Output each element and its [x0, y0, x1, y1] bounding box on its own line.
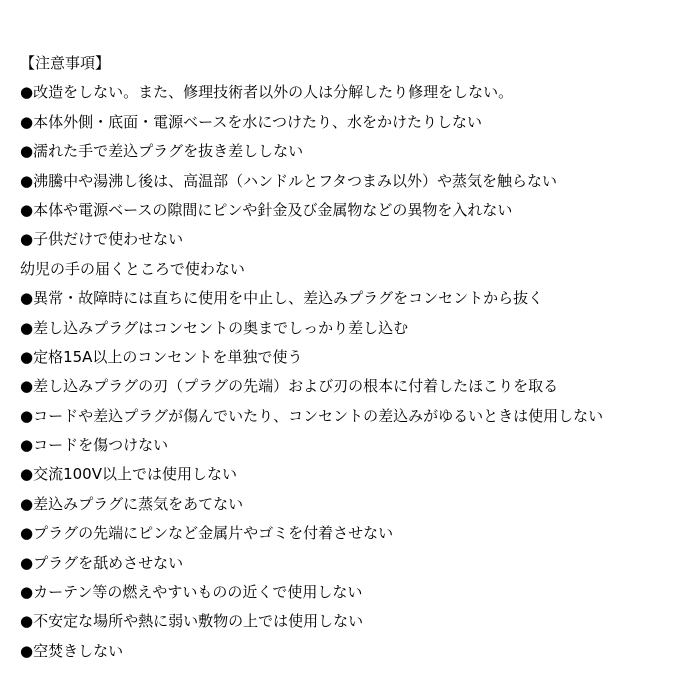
notice-line: ●コードや差込プラグが傷んでいたり、コンセントの差込みがゆるいときは使用しない	[20, 406, 604, 425]
notice-line: ●差し込みプラグの刃（プラグの先端）および刃の根本に付着したほこりを取る	[20, 377, 559, 396]
notice-line: ●改造をしない。また、修理技術者以外の人は分解したり修理をしない。	[20, 83, 514, 102]
notice-line: ●カーテン等の燃えやすいものの近くで使用しない	[20, 583, 363, 602]
notice-line: ●本体や電源ベースの隙間にピンや針金及び金属物などの異物を入れない	[20, 200, 513, 219]
notice-line: ●交流100V以上では使用しない	[20, 465, 237, 484]
caution-notice	[20, 49, 690, 666]
notice-line: ●沸騰中や湯沸し後は、高温部（ハンドルとフタつまみ以外）や蒸気を触らない	[20, 171, 558, 190]
notice-line: ●本体外側・底面・電源ベースを水につけたり、水をかけたりしない	[20, 112, 483, 131]
notice-line: ●プラグの先端にピンなど金属片やゴミを付着させない	[20, 524, 394, 543]
notice-line: ●コードを傷つけない	[20, 436, 169, 455]
notice-line: ●異常・故障時には直ちに使用を中止し、差込みプラグをコンセントから抜く	[20, 289, 544, 308]
notice-line: ●差込みプラグに蒸気をあてない	[20, 494, 244, 513]
notice-line: ●プラグを舐めさせない	[20, 553, 184, 572]
notice-line: ●空焚きしない	[20, 641, 124, 660]
notice-line: ●差し込みプラグはコンセントの奥までしっかり差し込む	[20, 318, 409, 337]
notice-line: ●不安定な場所や熱に弱い敷物の上では使用しない	[20, 612, 364, 631]
notice-line: ●子供だけで使わせない	[20, 230, 184, 249]
notice-heading: 【注意事項】	[20, 54, 111, 72]
notice-line: ●定格15A以上のコンセントを単独で使う	[20, 347, 303, 366]
notice-line: 幼児の手の届くところで使わない	[20, 259, 245, 278]
notice-line: ●濡れた手で差込プラグを抜き差ししない	[20, 142, 304, 161]
